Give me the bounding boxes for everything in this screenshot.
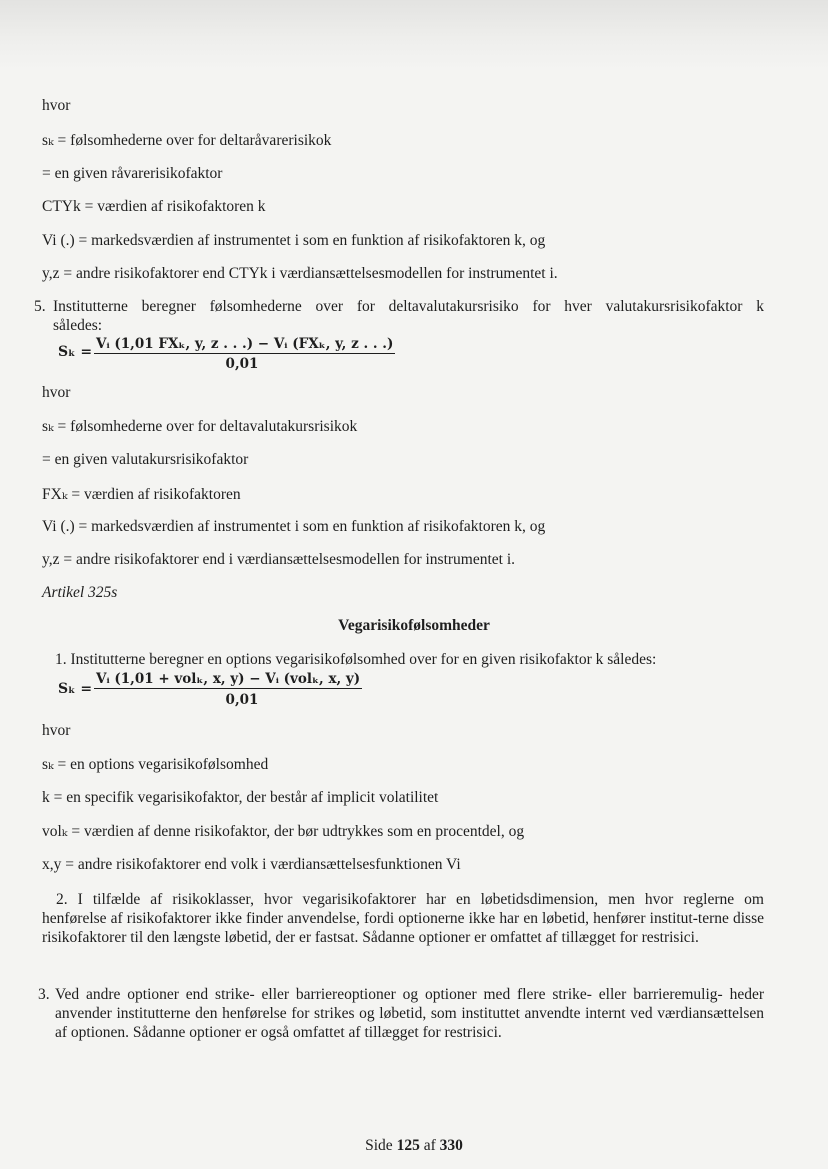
paragraph-number: 5. (34, 298, 46, 315)
definition-line: = en given råvarerisikofaktor (42, 165, 223, 182)
formula-denominator: 0,01 (225, 692, 259, 708)
numbered-paragraph-3 (38, 985, 764, 1042)
paragraph-line: 1. Institutterne beregner en options vegarisikofølsomhed over for en given risikofaktor k således: (55, 651, 657, 668)
definition-line: volₖ = værdien af denne risikofaktor, der bør udtrykkes som en procentdel, og (42, 823, 525, 840)
definition-line: x,y = andre risikofaktorer end volk i værdiansættelsesfunktionen Vi (42, 856, 461, 873)
definition-line: y,z = andre risikofaktorer end i værdiansættelsesmodellen for instrumentet i. (42, 551, 516, 568)
definition-line: = en given valutakursrisikofaktor (42, 451, 249, 468)
scan-top-shading (0, 0, 828, 70)
definition-line: k = en specifik vegarisikofaktor, der består af implicit volatilitet (42, 789, 439, 806)
formula-vega (58, 671, 378, 711)
paragraph-line: således: (53, 317, 103, 334)
section-heading: Vegarisikofølsomheder (338, 617, 490, 634)
footer-af: af (423, 1137, 436, 1154)
definition-line: sₖ = følsomhederne over for deltavalutakursrisikok (42, 418, 358, 435)
article-label: Artikel 325s (42, 584, 118, 601)
paragraph-number: 3. (38, 986, 50, 1003)
paragraph-line: 2. I tilfælde af risikoklasser, hvor vegarisikofaktorer har en løbetidsdimension, men hvor reglerne om (56, 891, 764, 908)
definition-line: Vi (.) = markedsværdien af instrumentet i som en funktion af risikofaktoren k, og (42, 518, 546, 535)
definition-line: y,z = andre risikofaktorer end CTYk i værdiansættelsesmodellen for instrumentet i. (42, 265, 558, 282)
hvor-label: hvor (42, 97, 71, 114)
formula-lhs: Sₖ = (58, 344, 93, 360)
page-footer (0, 1137, 828, 1155)
numbered-paragraph-2 (42, 890, 764, 947)
footer-side: Side (365, 1137, 393, 1154)
formula-lhs: Sₖ = (58, 681, 93, 697)
formula-numerator: Vᵢ (1,01 + volₖ, x, y) − Vᵢ (volₖ, x, y) (96, 671, 361, 687)
definition-line: FXₖ = værdien af risikofaktoren (42, 486, 241, 503)
formula-numerator: Vᵢ (1,01 FXₖ, y, z . . .) − Vᵢ (FXₖ, y, z . . .) (96, 336, 394, 352)
hvor-label: hvor (42, 722, 71, 739)
formula-denominator: 0,01 (225, 356, 259, 372)
formula-delta-fx (58, 336, 394, 376)
numbered-paragraph-5 (34, 297, 764, 335)
hvor-label: hvor (42, 384, 71, 401)
page-number: 125 (396, 1137, 420, 1154)
page-total: 330 (439, 1137, 463, 1154)
definition-line: Vi (.) = markedsværdien af instrumentet i som en funktion af risikofaktoren k, og (42, 232, 546, 249)
paragraph-body: Ved andre optioner end strike- eller barriereoptioner og optioner med flere strike- eller barrieremulig- heder anvender institutterne den henførelse for strikes og løbetid, som instituttet anvendte internt ved værdiansættelsen af optionen. Sådanne optioner er også omfattet af tillægget for restrisici. (55, 986, 764, 1041)
paragraph-line: Institutterne beregner følsomhederne over for deltavalutakursrisiko for hver valutakursrisikofaktor k (53, 298, 764, 315)
paragraph-body: henførelse af risikofaktorer ikke finder anvendelse, fordi optionerne ikke har en løbetid, henfører institut-terne disse risikofaktorer til den længste løbetid, der er fastsat. Sådanne optioner er omfattet af tillægget for restrisici. (42, 910, 764, 946)
definition-line: sₖ = følsomhederne over for deltaråvarerisikok (42, 132, 332, 149)
definition-line: CTYk = værdien af risikofaktoren k (42, 198, 266, 215)
definition-line: sₖ = en options vegarisikofølsomhed (42, 756, 269, 773)
